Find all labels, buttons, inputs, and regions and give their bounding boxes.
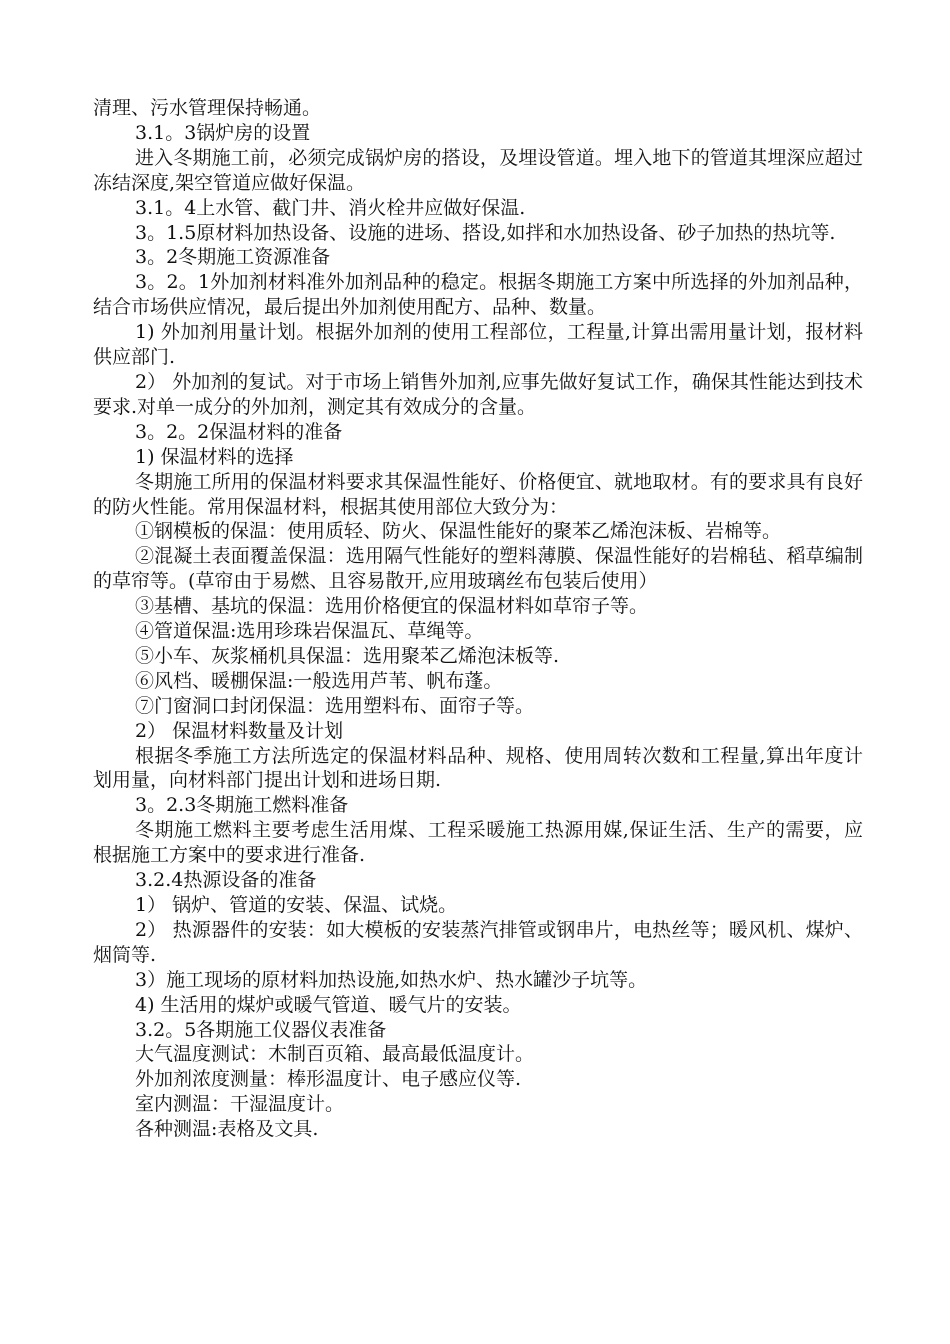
paragraph: 进入冬期施工前，必须完成锅炉房的搭设，及埋设管道。埋入地下的管道其埋深应超过冻结深度,架空管道应做好保温。 <box>93 146 863 194</box>
paragraph: 3。1.5原材料加热设备、设施的进场、搭设,如拌和水加热设备、砂子加热的热坑等. <box>135 221 836 244</box>
list-item: ②混凝土表面覆盖保温：选用隔气性能好的塑料薄膜、保温性能好的岩棉毡、稻草编制的草帘等。(草帘由于易燃、且容易散开,应用玻璃丝布包装后使用） <box>93 545 863 593</box>
paragraph: 室内测温：干湿温度计。 <box>135 1093 345 1116</box>
list-item: ④管道保温:选用珍珠岩保温瓦、草绳等。 <box>135 620 484 643</box>
paragraph: 冬期施工燃料主要考虑生活用煤、工程采暖施工热源用媒,保证生活、生产的需要，应根据施工方案中的要求进行准备. <box>93 819 863 867</box>
list-item: ⑥风档、暖棚保温:一般选用芦苇、帆布蓬。 <box>135 669 503 692</box>
list-item: 2） 外加剂的复试。对于市场上销售外加剂,应事先做好复试工作，确保其性能达到技术要求.对单一成分的外加剂，测定其有效成分的含量。 <box>93 370 863 418</box>
section-heading: 3.2。5各期施工仪器仪表准备 <box>135 1018 387 1041</box>
paragraph: 各种测温:表格及文具. <box>135 1118 319 1141</box>
paragraph: 冬期施工所用的保温材料要求其保温性能好、价格便宜、就地取材。有的要求具有良好的防火性能。常用保温材料，根据其使用部位大致分为： <box>93 470 863 518</box>
list-item: 1) 保温材料的选择 <box>135 445 294 468</box>
section-heading: 3.2.4热源设备的准备 <box>135 869 317 892</box>
section-heading: 3.1。3锅炉房的设置 <box>135 121 311 144</box>
section-heading: 3。2冬期施工资源准备 <box>135 246 331 269</box>
list-item: 1) 外加剂用量计划。根据外加剂的使用工程部位，工程量,计算出需用量计划，报材料供应部门. <box>93 321 863 369</box>
list-item: 1） 锅炉、管道的安装、保温、试烧。 <box>135 894 458 916</box>
list-item: 2） 热源器件的安装：如大模板的安装蒸汽排管或钢串片，电热丝等；暖风机、煤炉、烟筒等. <box>93 918 863 966</box>
section-heading: 3.1。4上水管、截门井、消火栓井应做好保温. <box>135 196 526 219</box>
paragraph: 大气温度测试：木制百页箱、最高最低温度计。 <box>135 1043 535 1066</box>
section-heading: 3。2.3冬期施工燃料准备 <box>135 794 349 817</box>
list-item: 4) 生活用的煤炉或暖气管道、暖气片的安装。 <box>135 993 522 1016</box>
paragraph: 外加剂浓度测量：棒形温度计、电子感应仪等. <box>135 1068 522 1091</box>
section-heading: 3。2。2保温材料的准备 <box>135 420 343 443</box>
paragraph: 3。2。1外加剂材料准外加剂品种的稳定。根据冬期施工方案中所选择的外加剂品种，结合市场供应情况，最后提出外加剂使用配方、品种、数量。 <box>93 271 863 319</box>
document-body <box>93 96 863 1142</box>
list-item: ⑤小车、灰浆桶机具保温：选用聚苯乙烯泡沫板等. <box>135 644 560 667</box>
list-item: 2） 保温材料数量及计划 <box>135 719 344 742</box>
list-item: 3）施工现场的原材料加热设施,如热水炉、热水罐沙子坑等。 <box>135 968 648 991</box>
paragraph: 根据冬季施工方法所选定的保温材料品种、规格、使用周转次数和工程量,算出年度计划用量，向材料部门提出计划和进场日期. <box>93 744 863 792</box>
list-item: ⑦门窗洞口封闭保温：选用塑料布、面帘子等。 <box>135 694 535 717</box>
list-item: ③基槽、基坑的保温：选用价格便宜的保温材料如草帘子等。 <box>135 595 649 618</box>
list-item: ①钢模板的保温：使用质轻、防火、保温性能好的聚苯乙烯泡沫板、岩棉等。 <box>135 520 782 543</box>
paragraph: 清理、污水管理保持畅通。 <box>93 97 322 119</box>
